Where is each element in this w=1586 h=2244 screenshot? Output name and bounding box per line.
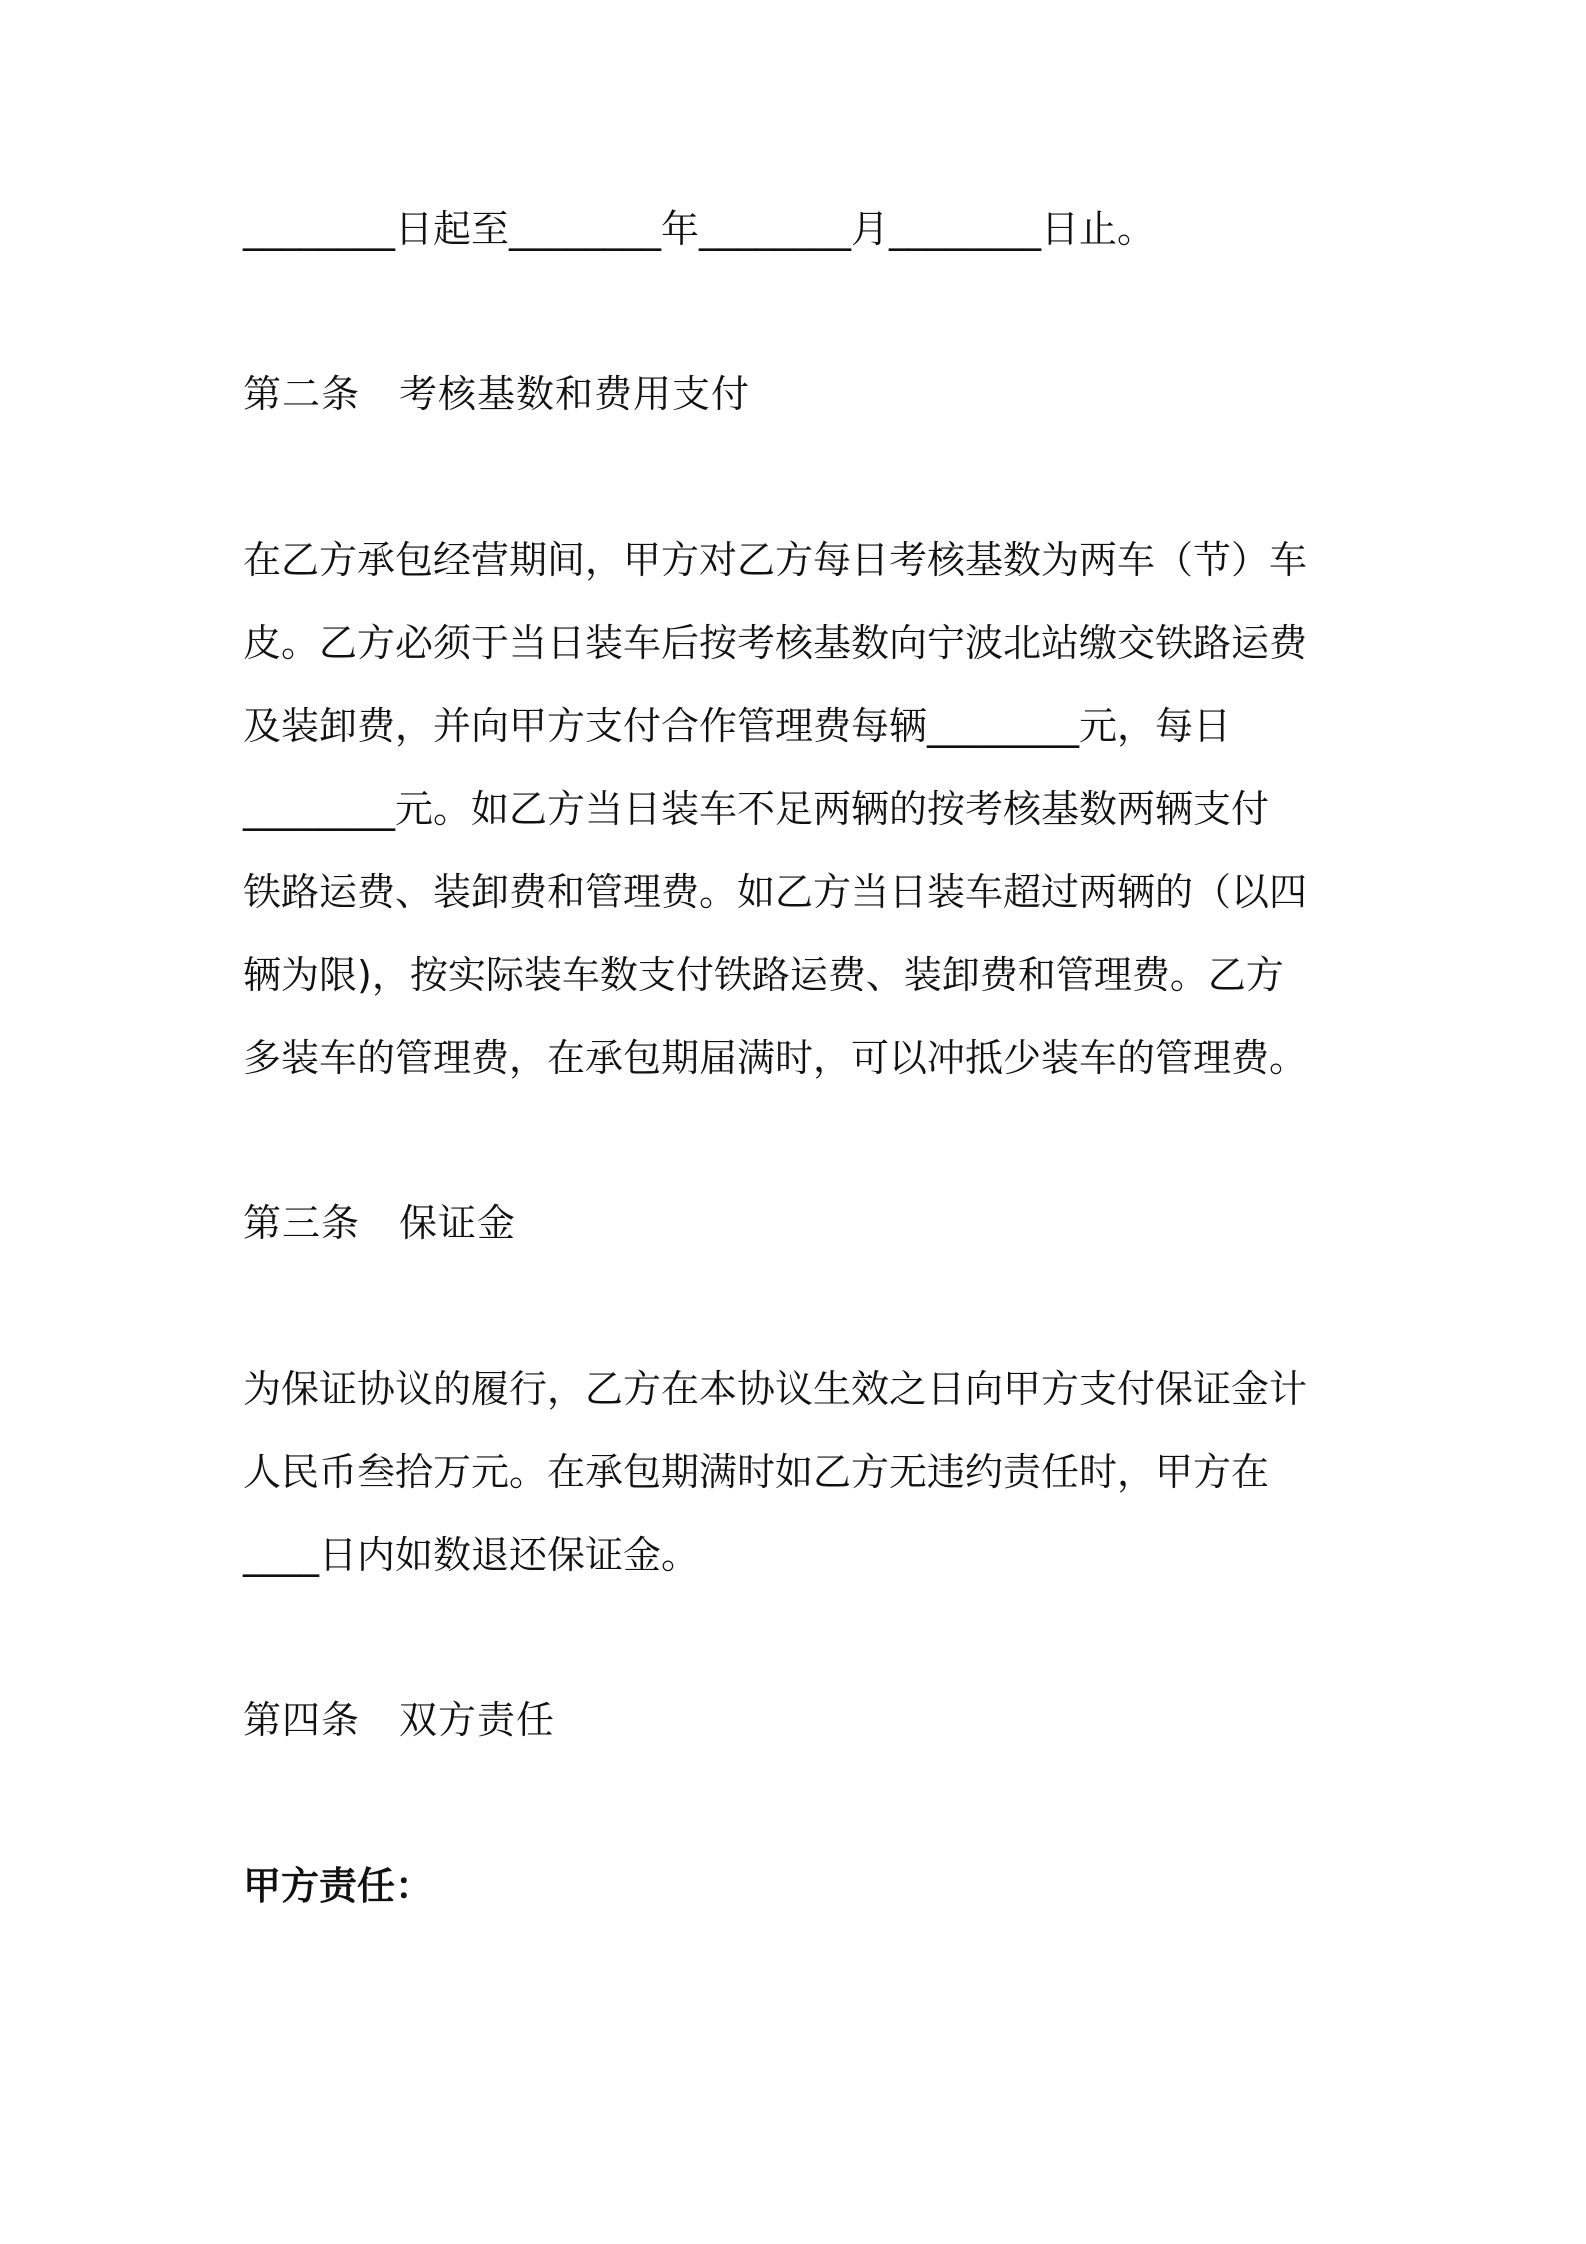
article-3-line-2: 人民币叁拾万元。在承包期满时如乙方无违约责任时，甲方在 <box>243 1450 1270 1494</box>
article-2-line-1: 在乙方承包经营期间，甲方对乙方每日考核基数为两车（节）车 <box>243 538 1308 582</box>
article-3-heading: 第三条 保证金 <box>243 1201 517 1245</box>
article-2-heading: 第二条 考核基数和费用支付 <box>243 372 751 416</box>
article-3-line-1: 为保证协议的履行，乙方在本协议生效之日向甲方支付保证金计 <box>243 1367 1308 1411</box>
article-2-line-6: 辆为限)，按实际装车数支付铁路运费、装卸费和管理费。乙方 <box>243 953 1284 997</box>
article-2-line-2: 皮。乙方必须于当日装车后按考核基数向宁波北站缴交铁路运费 <box>243 621 1308 665</box>
article-2-line-5: 铁路运费、装卸费和管理费。如乙方当日装车超过两辆的（以四 <box>243 870 1308 914</box>
article-2-line-7: 多装车的管理费，在承包期届满时，可以冲抵少装车的管理费。 <box>243 1036 1308 1080</box>
article-3-line-3: ____日内如数退还保证金。 <box>243 1533 700 1577</box>
article-4-heading: 第四条 双方责任 <box>243 1698 556 1742</box>
article-2-line-3: 及装卸费，并向甲方支付合作管理费每辆________元，每日 <box>243 704 1232 748</box>
intro-line: ________日起至________年________月________日止。 <box>243 207 1156 251</box>
party-a-responsibility-label: 甲方责任： <box>243 1864 434 1908</box>
article-2-line-4: ________元。如乙方当日装车不足两辆的按考核基数两辆支付 <box>243 787 1270 831</box>
